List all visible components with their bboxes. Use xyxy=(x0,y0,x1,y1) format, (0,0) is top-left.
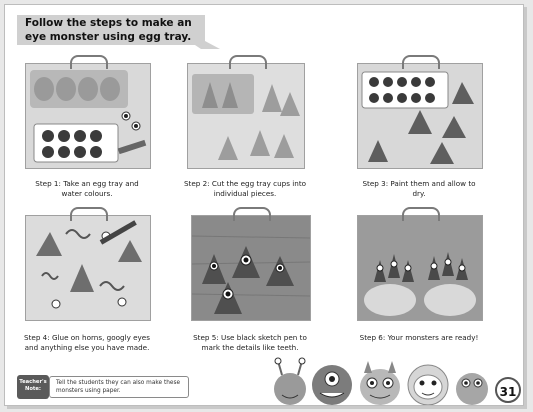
step-6-photo xyxy=(357,215,483,321)
monster-3-icon xyxy=(360,361,400,405)
monster-5-icon xyxy=(456,373,488,405)
teacher-note-box xyxy=(49,376,189,398)
monster-4-icon xyxy=(408,365,448,405)
heading-ribbon xyxy=(15,13,211,49)
frame-handle xyxy=(233,207,271,221)
step-5-caption: Step 5: Use black sketch pen to mark the details like teeth. xyxy=(193,333,307,352)
monster-illustrations xyxy=(268,355,496,405)
step-2-photo xyxy=(187,63,305,169)
step-1-caption: Step 1: Take an egg tray and water colours. xyxy=(35,179,139,198)
frame-handle xyxy=(402,55,440,69)
step-4-caption: Step 4: Glue on horns, googly eyes and anything else you have made. xyxy=(24,333,150,352)
step-5-photo xyxy=(191,215,311,321)
page-heading: Follow the steps to make an eye monster using egg tray. xyxy=(25,17,192,43)
frame-handle xyxy=(70,207,108,221)
workbook-page xyxy=(4,4,524,406)
step-4-photo xyxy=(25,215,151,321)
frame-handle xyxy=(402,207,440,221)
step-2-caption: Step 2: Cut the egg tray cups into individual pieces. xyxy=(183,179,307,198)
frame-handle xyxy=(70,55,108,69)
teacher-note-text: Tell the students they can also make these monsters using paper. xyxy=(56,380,181,394)
step-3-caption: Step 3: Paint them and allow to dry. xyxy=(362,179,476,198)
monster-1-icon xyxy=(274,358,306,405)
monster-2-icon xyxy=(312,365,352,405)
step-1-photo xyxy=(25,63,151,169)
step-6-caption: Step 6: Your monsters are ready! xyxy=(359,333,479,342)
teacher-note-label: Teacher's Note: xyxy=(17,375,49,399)
page-number: 31 xyxy=(495,377,521,403)
teacher-note xyxy=(17,375,197,401)
frame-handle xyxy=(229,55,267,69)
step-3-photo xyxy=(357,63,483,169)
